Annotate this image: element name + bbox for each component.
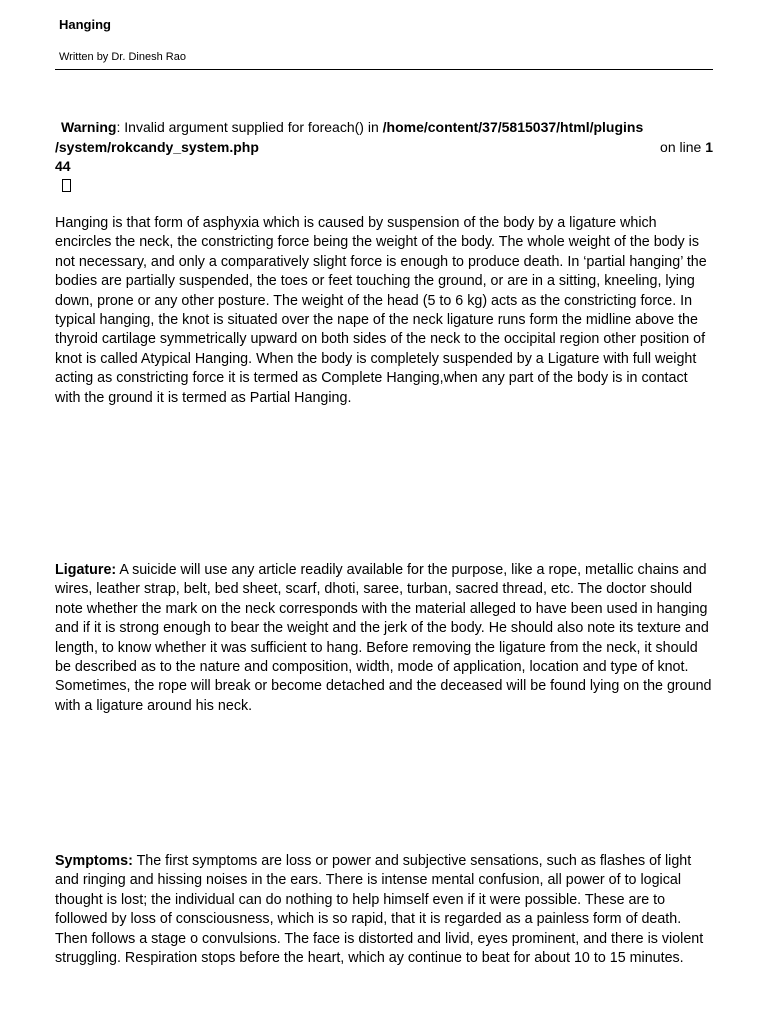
page-title: Hanging bbox=[59, 17, 111, 32]
warning-path-2: /system/rokcandy_system.php bbox=[55, 138, 259, 155]
warning-line-4 bbox=[55, 177, 713, 197]
missing-glyph-box-icon bbox=[62, 179, 71, 192]
symptoms-text: The first symptoms are loss or power and subjective sensations, such as flashes of light and ringing and hissing noises in the ears. There is intense mental confusion, all power of to logical thought is lost; the individual can do nothing to help himself even if it were possible. These are to followed by loss of consciousness, which is so rapid, that it is regarded as a painless form of death. Then follows a stage o convulsions. The face is distorted and livid, eyes prominent, and there is violent struggling. Respiration stops before the heart, which ay continue to beat for about 10 to 15 minutes. bbox=[55, 853, 704, 967]
warning-label: Warning bbox=[61, 119, 117, 135]
ligature-text: A suicide will use any article readily available for the purpose, like a rope, metallic chains and wires, leather strap, belt, bed sheet, scarf, dhoti, saree, turban, sacred thread, etc. The doctor should note whether the mark on the neck corresponds with the material alleged to have been used in hanging and if it is strong enough to bear the weight and the jerk of the body. He should also note its texture and length, to know whether it was sufficient to hang. Before removing the ligature from the neck, it should be described as to the nature and composition, width, mode of application, location and type of knot. Sometimes, the rope will break or become detached and the deceased will be found lying on the ground with a ligature around his neck. bbox=[55, 562, 712, 714]
warning-on-line-text: on line bbox=[660, 138, 706, 155]
author-byline: Written by Dr. Dinesh Rao bbox=[59, 51, 186, 63]
ligature-heading: Ligature: bbox=[55, 562, 117, 578]
php-warning-message bbox=[55, 118, 713, 196]
warning-line-1 bbox=[55, 118, 713, 138]
paragraph-symptoms bbox=[55, 852, 715, 968]
warning-text: : Invalid argument supplied for foreach() in bbox=[116, 119, 383, 135]
paragraph-intro: Hanging is that form of asphyxia which is caused by suspension of the body by a ligature which encircles the neck, the constricting force being the weight of the body. The whole weight of the body is not necessary, and only a comparatively slight force is enough to produce death. In ‘partial hanging’ the bodies are partially suspended, the toes or feet touching the ground, or are in a sitting, kneeling, lying down, prone or any other posture. The weight of the head (5 to 6 kg) acts as the constricting force. In typical hanging, the knot is situated over the nape of the neck ligature runs form the midline above the thyroid cartilage symmetrically upward on both sides of the neck to the occipital region other position of knot is called Atypical Hanging. When the body is completely suspended by a Ligature with full weight acting as constricting force it is termed as Complete Hanging,when any part of the body is in contact with the ground it is termed as Partial Hanging. bbox=[55, 215, 707, 406]
header-divider bbox=[55, 69, 713, 70]
warning-line-number-1: 1 bbox=[705, 138, 713, 155]
warning-on-line bbox=[660, 138, 713, 158]
warning-path-1: /home/content/37/5815037/html/plugins bbox=[382, 119, 644, 135]
warning-line-2 bbox=[55, 138, 713, 158]
symptoms-heading: Symptoms: bbox=[55, 853, 133, 869]
paragraph-ligature bbox=[55, 561, 715, 716]
warning-line-3 bbox=[55, 157, 713, 177]
warning-line-number-2: 44 bbox=[55, 158, 71, 174]
